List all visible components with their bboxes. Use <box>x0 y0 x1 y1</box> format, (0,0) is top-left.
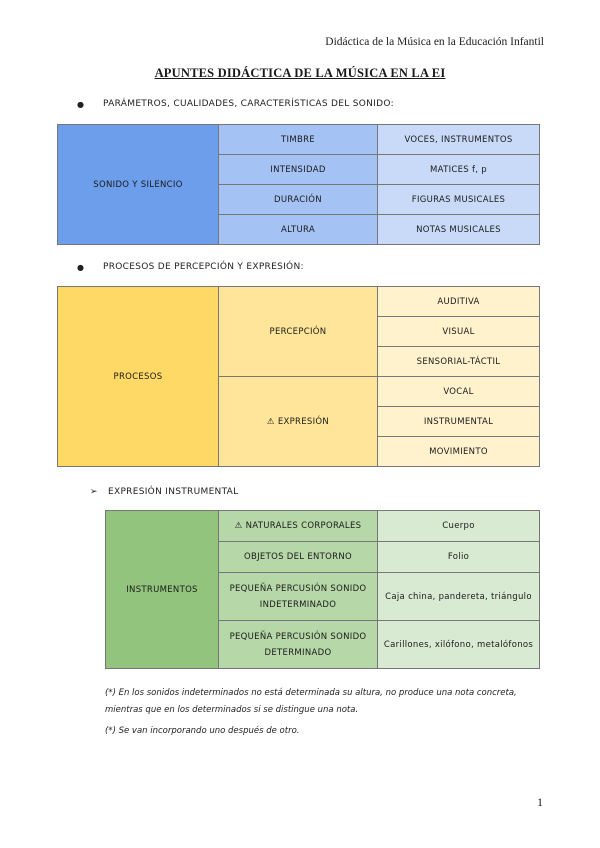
table-row <box>58 287 540 317</box>
document-title: APUNTES DIDÁCTICA DE LA MÚSICA EN LA EI <box>154 66 446 80</box>
example-cell: Cuerpo <box>378 511 540 542</box>
type-cell: OBJETOS DEL ENTORNO <box>219 542 378 573</box>
type-cell: PEQUEÑA PERCUSIÓN SONIDO INDETERMINADO <box>219 573 378 621</box>
bullet-icon: ● <box>77 262 85 272</box>
group-cell: ⚠ EXPRESIÓN <box>219 377 378 467</box>
section-heading-text: PROCESOS DE PERCEPCIÓN Y EXPRESIÓN: <box>103 262 304 272</box>
detail-cell: VOCES, INSTRUMENTOS <box>378 125 540 155</box>
param-cell: DURACIÓN <box>219 185 378 215</box>
running-header: Didáctica de la Música en la Educación Infantil <box>325 36 544 48</box>
table-row <box>58 125 540 155</box>
section-heading-procesos <box>77 262 304 272</box>
item-cell: AUDITIVA <box>378 287 540 317</box>
item-cell: VISUAL <box>378 317 540 347</box>
arrow-bullet-icon: ➢ <box>90 487 98 497</box>
section-heading-sonido <box>77 99 394 109</box>
section-heading-text: EXPRESIÓN INSTRUMENTAL <box>108 487 239 497</box>
detail-cell: NOTAS MUSICALES <box>378 215 540 245</box>
example-cell: Caja china, pandereta, triángulo <box>378 573 540 621</box>
example-cell: Carillones, xilófono, metalófonos <box>378 621 540 669</box>
type-cell: ⚠ NATURALES CORPORALES <box>219 511 378 542</box>
table-sonido <box>57 124 540 245</box>
param-cell: INTENSIDAD <box>219 155 378 185</box>
main-cell: PROCESOS <box>58 287 219 467</box>
item-cell: MOVIMIENTO <box>378 437 540 467</box>
footnote: (*) Se van incorporando uno después de otro. <box>105 726 300 736</box>
item-cell: SENSORIAL-TÁCTIL <box>378 347 540 377</box>
bullet-icon: ● <box>77 99 85 109</box>
page-number: 1 <box>537 795 543 809</box>
param-cell: ALTURA <box>219 215 378 245</box>
detail-cell: MATICES f, p <box>378 155 540 185</box>
main-cell: SONIDO Y SILENCIO <box>58 125 219 245</box>
example-cell: Folio <box>378 542 540 573</box>
section-heading-text: PARÁMETROS, CUALIDADES, CARACTERÍSTICAS DEL SONIDO: <box>103 99 394 109</box>
param-cell: TIMBRE <box>219 125 378 155</box>
table-instrumentos <box>105 510 540 669</box>
table-row <box>106 511 540 542</box>
group-cell: PERCEPCIÓN <box>219 287 378 377</box>
section-heading-instrumental <box>90 487 238 497</box>
table-procesos <box>57 286 540 467</box>
footnote: (*) En los sonidos indeterminados no está determinada su altura, no produce una nota concreta, mientras que en los determinados si se distingue una nota. <box>105 688 517 715</box>
item-cell: VOCAL <box>378 377 540 407</box>
detail-cell: FIGURAS MUSICALES <box>378 185 540 215</box>
item-cell: INSTRUMENTAL <box>378 407 540 437</box>
type-cell: PEQUEÑA PERCUSIÓN SONIDO DETERMINADO <box>219 621 378 669</box>
main-cell: INSTRUMENTOS <box>106 511 219 669</box>
